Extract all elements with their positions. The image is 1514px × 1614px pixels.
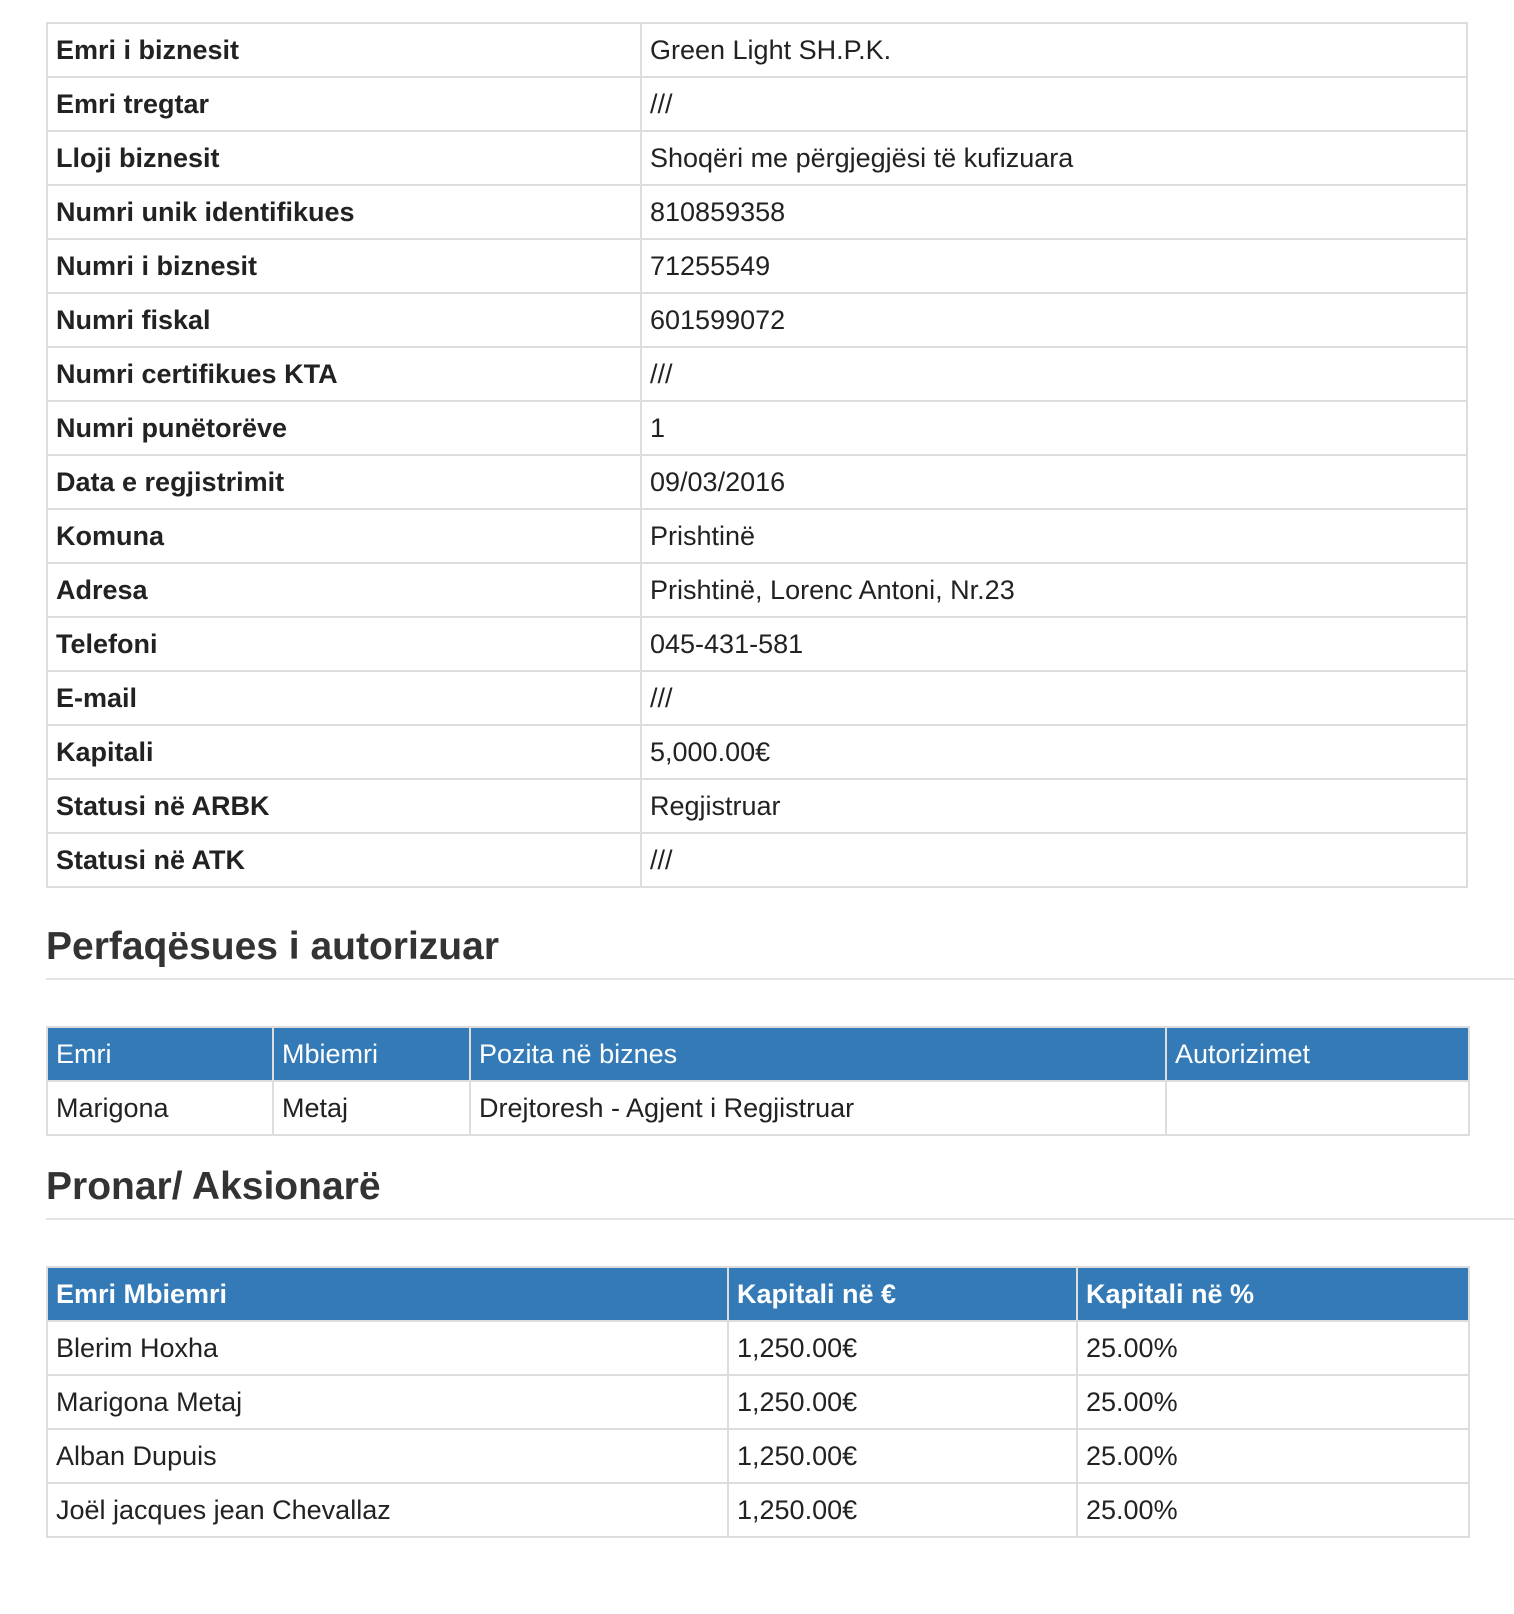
table-row (47, 671, 1467, 725)
info-label: Numri fiskal (47, 293, 641, 347)
owners-heading: Pronar/ Aksionarë (46, 1164, 1514, 1220)
info-label: Kapitali (47, 725, 641, 779)
rep-position: Drejtoresh - Agjent i Regjistruar (470, 1081, 1166, 1135)
column-header: Emri (47, 1027, 273, 1081)
business-info-table (46, 22, 1468, 888)
info-value: /// (641, 833, 1467, 887)
table-row (47, 833, 1467, 887)
rep-first-name: Marigona (47, 1081, 273, 1135)
info-value: Regjistruar (641, 779, 1467, 833)
info-label: Lloji biznesit (47, 131, 641, 185)
info-label: Statusi në ARBK (47, 779, 641, 833)
column-header: Kapitali në € (728, 1267, 1077, 1321)
column-header: Emri Mbiemri (47, 1267, 728, 1321)
table-row (47, 617, 1467, 671)
table-row (47, 725, 1467, 779)
table-row (47, 1081, 1469, 1135)
owner-name: Joël jacques jean Chevallaz (47, 1483, 728, 1537)
info-label: Komuna (47, 509, 641, 563)
info-value: /// (641, 347, 1467, 401)
owner-capital-pct: 25.00% (1077, 1429, 1469, 1483)
table-row (47, 347, 1467, 401)
info-label: Emri tregtar (47, 77, 641, 131)
column-header: Pozita në biznes (470, 1027, 1166, 1081)
info-label: E-mail (47, 671, 641, 725)
info-value: Green Light SH.P.K. (641, 23, 1467, 77)
info-value: 045-431-581 (641, 617, 1467, 671)
table-header-row (47, 1027, 1469, 1081)
table-row (47, 1429, 1469, 1483)
info-value: 09/03/2016 (641, 455, 1467, 509)
representative-table (46, 1026, 1470, 1136)
info-value: 71255549 (641, 239, 1467, 293)
info-value: 1 (641, 401, 1467, 455)
representative-heading: Perfaqësues i autorizuar (46, 924, 1514, 980)
table-row (47, 455, 1467, 509)
column-header: Kapitali në % (1077, 1267, 1469, 1321)
table-row (47, 563, 1467, 617)
info-value: 810859358 (641, 185, 1467, 239)
table-row (47, 239, 1467, 293)
owner-capital-eur: 1,250.00€ (728, 1321, 1077, 1375)
info-value: 601599072 (641, 293, 1467, 347)
info-label: Numri unik identifikues (47, 185, 641, 239)
table-row (47, 131, 1467, 185)
owner-capital-eur: 1,250.00€ (728, 1429, 1077, 1483)
info-label: Numri i biznesit (47, 239, 641, 293)
info-label: Data e regjistrimit (47, 455, 641, 509)
rep-last-name: Metaj (273, 1081, 470, 1135)
owner-capital-pct: 25.00% (1077, 1375, 1469, 1429)
table-row (47, 1321, 1469, 1375)
column-header: Autorizimet (1166, 1027, 1469, 1081)
table-row (47, 509, 1467, 563)
rep-authorizations (1166, 1081, 1469, 1135)
info-label: Statusi në ATK (47, 833, 641, 887)
table-row (47, 401, 1467, 455)
info-value: Prishtinë, Lorenc Antoni, Nr.23 (641, 563, 1467, 617)
info-label: Numri certifikues KTA (47, 347, 641, 401)
info-label: Numri punëtorëve (47, 401, 641, 455)
info-label: Telefoni (47, 617, 641, 671)
info-value: Prishtinë (641, 509, 1467, 563)
info-value: /// (641, 77, 1467, 131)
table-row (47, 185, 1467, 239)
owner-capital-eur: 1,250.00€ (728, 1375, 1077, 1429)
table-row (47, 779, 1467, 833)
page-content (46, 22, 1468, 1538)
owners-table (46, 1266, 1470, 1538)
info-label: Adresa (47, 563, 641, 617)
table-header-row (47, 1267, 1469, 1321)
table-row (47, 1375, 1469, 1429)
table-row (47, 1483, 1469, 1537)
info-value: 5,000.00€ (641, 725, 1467, 779)
owner-capital-eur: 1,250.00€ (728, 1483, 1077, 1537)
info-label: Emri i biznesit (47, 23, 641, 77)
table-row (47, 293, 1467, 347)
info-value: /// (641, 671, 1467, 725)
owner-name: Blerim Hoxha (47, 1321, 728, 1375)
owner-capital-pct: 25.00% (1077, 1321, 1469, 1375)
owner-name: Marigona Metaj (47, 1375, 728, 1429)
table-row (47, 23, 1467, 77)
column-header: Mbiemri (273, 1027, 470, 1081)
owner-name: Alban Dupuis (47, 1429, 728, 1483)
table-row (47, 77, 1467, 131)
owner-capital-pct: 25.00% (1077, 1483, 1469, 1537)
info-value: Shoqëri me përgjegjësi të kufizuara (641, 131, 1467, 185)
